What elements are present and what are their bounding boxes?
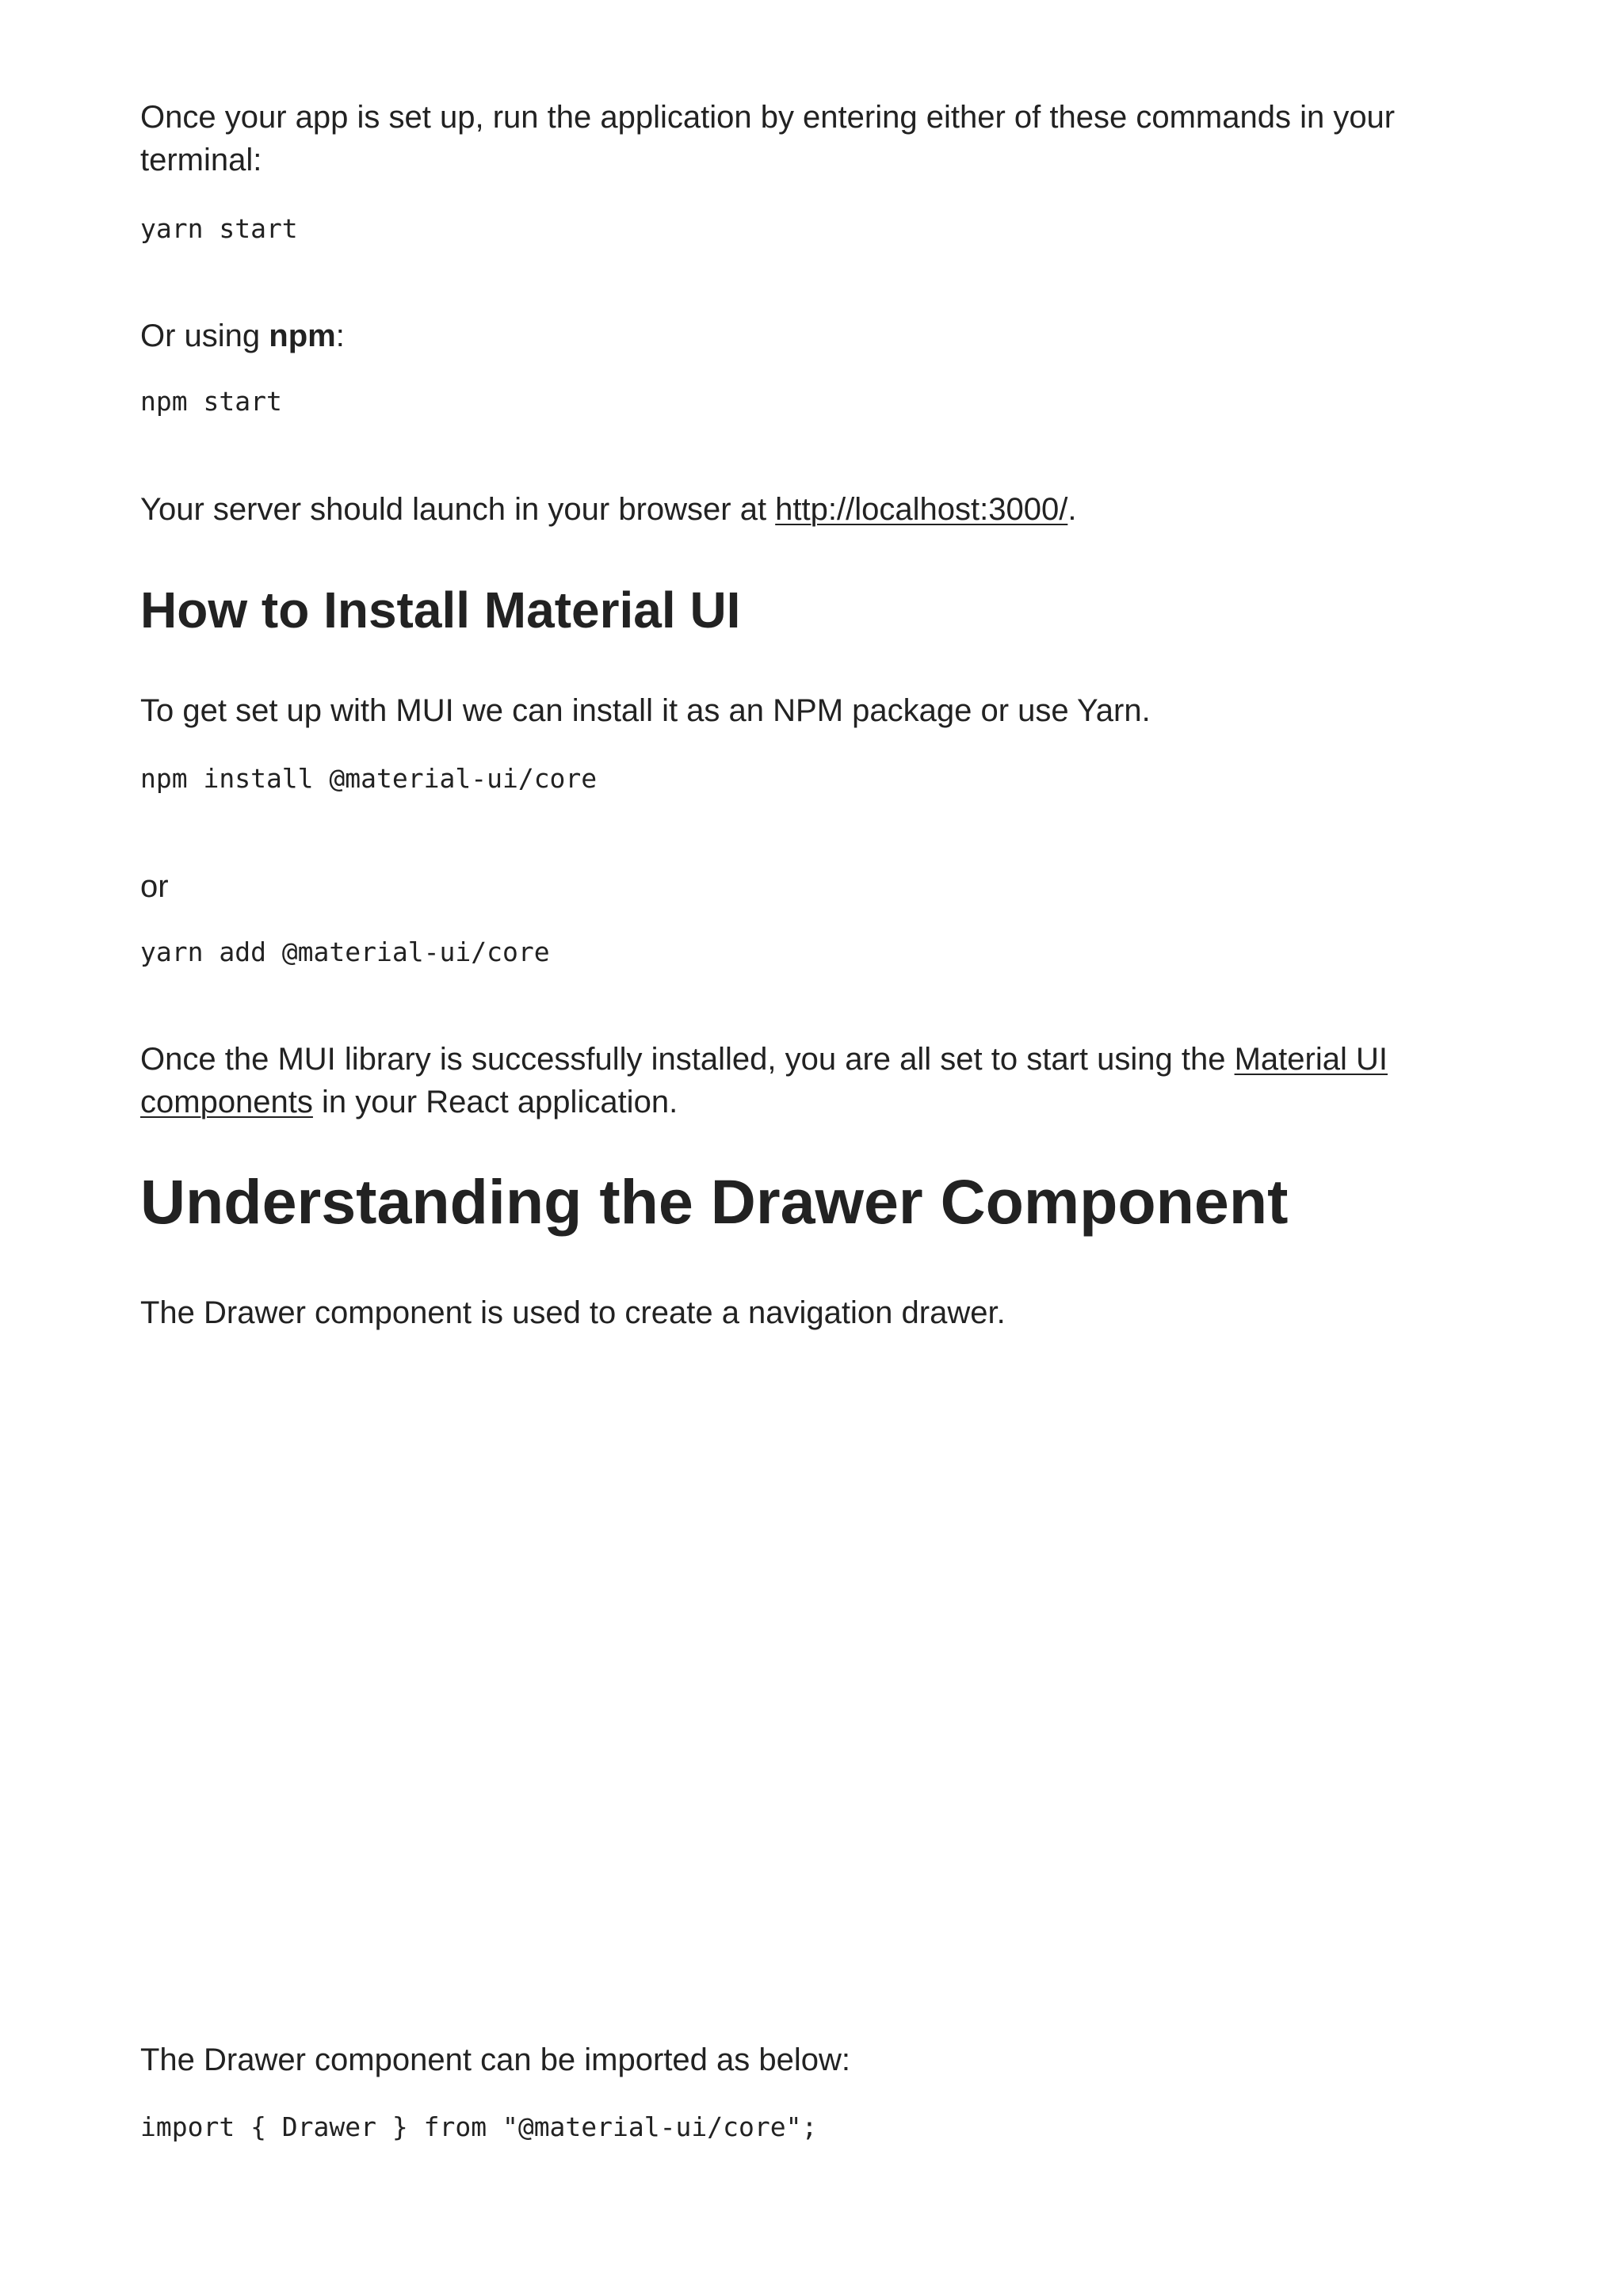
server-paragraph xyxy=(140,488,1076,531)
localhost-link[interactable]: http://localhost:3000/ xyxy=(775,492,1068,527)
intro-paragraph-line-2: terminal: xyxy=(140,143,262,177)
npm-intro-prefix: Or using xyxy=(140,318,269,353)
npm-intro-paragraph xyxy=(140,315,345,357)
installed-paragraph-line-1 xyxy=(140,1038,1388,1081)
intro-paragraph-line-1: Once your app is set up, run the application by entering either of these commands in your xyxy=(140,100,1396,135)
code-npm-install: npm install @material-ui/core xyxy=(140,763,598,794)
material-ui-link-part-2[interactable]: components xyxy=(140,1085,313,1119)
material-ui-link-part-1[interactable]: Material UI xyxy=(1234,1042,1388,1077)
install-intro-paragraph: To get set up with MUI we can install it as an NPM package or use Yarn. xyxy=(140,693,1151,728)
code-yarn-add: yarn add @material-ui/core xyxy=(140,936,550,967)
installed-prefix: Once the MUI library is successfully installed, you are all set to start using the xyxy=(140,1042,1235,1077)
or-text: or xyxy=(140,869,169,904)
import-intro-paragraph: The Drawer component can be imported as below: xyxy=(140,2042,851,2077)
heading-install-material-ui: How to Install Material UI xyxy=(140,582,741,639)
installed-suffix: in your React application. xyxy=(312,1085,678,1119)
server-suffix: . xyxy=(1067,492,1077,527)
npm-bold: npm xyxy=(269,318,336,353)
installed-paragraph-line-2 xyxy=(140,1081,678,1123)
heading-understanding-drawer: Understanding the Drawer Component xyxy=(140,1166,1289,1237)
drawer-intro-paragraph: The Drawer component is used to create a navigation drawer. xyxy=(140,1295,1006,1330)
code-yarn-start: yarn start xyxy=(140,213,298,244)
npm-intro-suffix: : xyxy=(335,318,345,353)
code-import-drawer: import { Drawer } from "@material-ui/core"; xyxy=(140,2111,818,2142)
code-npm-start: npm start xyxy=(140,386,282,417)
server-prefix: Your server should launch in your browser at xyxy=(140,492,776,527)
